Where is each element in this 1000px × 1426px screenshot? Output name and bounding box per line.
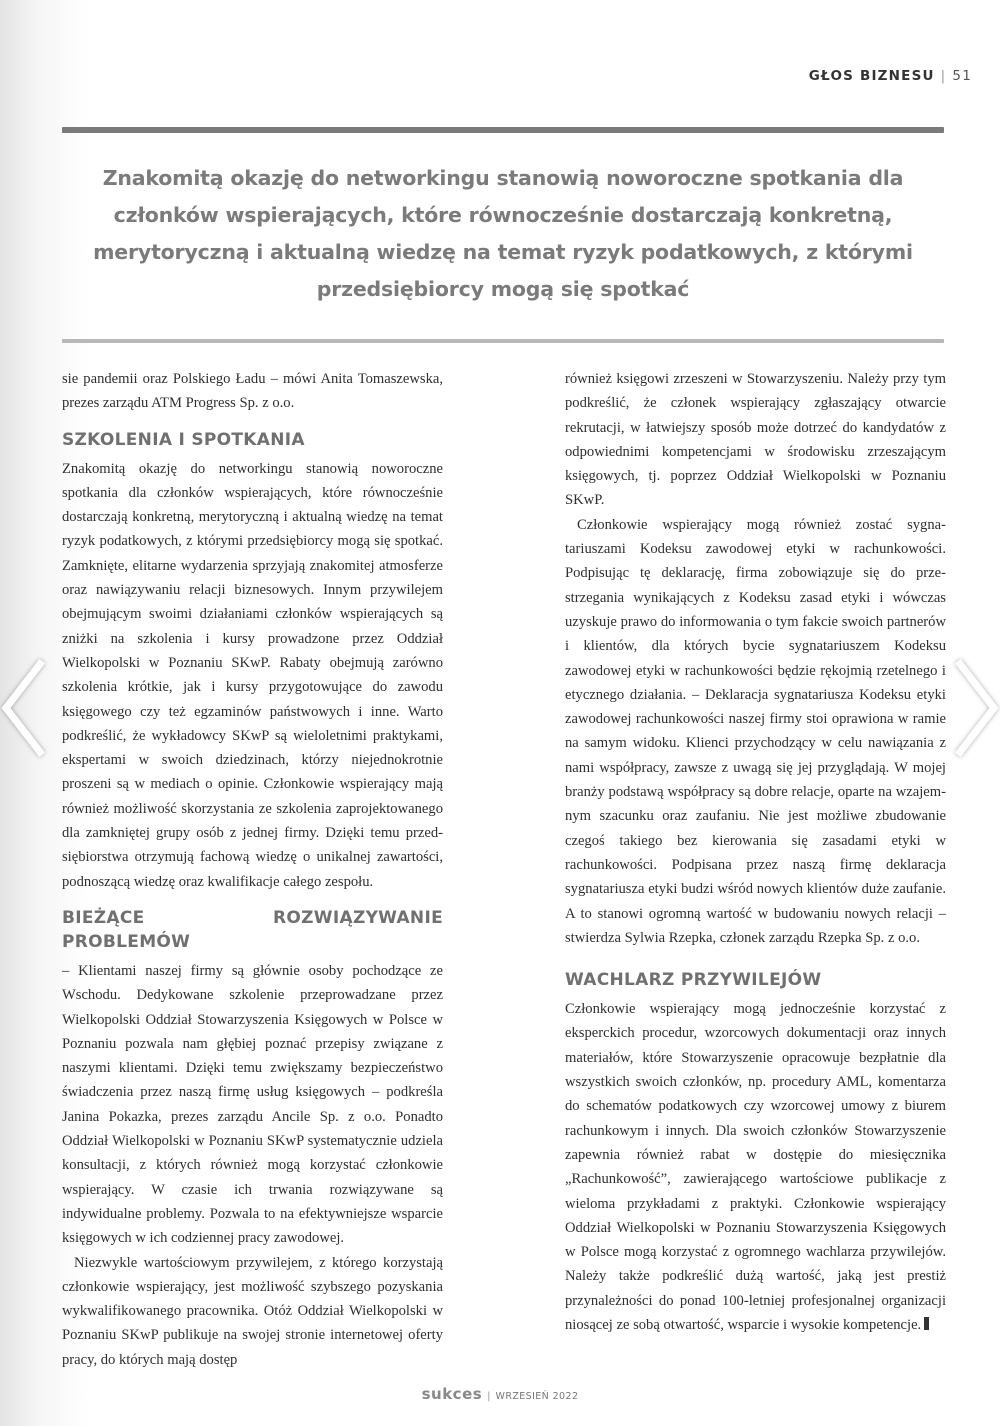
right-column — [565, 367, 946, 1337]
footer-separator: | — [487, 1391, 491, 1402]
left-column — [62, 367, 443, 1372]
section-title: GŁOS BIZNESU — [808, 68, 935, 84]
body-paragraph: również księgowi zrzeszeni w Stowarzyszeniu. Należy przy tym podkreślić, że członek wspierający zgłaszający otwarcie rekrutacji, w łatwiejszy sposób może dotrzeć do kandydatów z odpowiednimi kompetencjami w środowisku zrzeszającym księgowych, tj. poprzez Oddział Wielkopolski w Poznaniu SKwP. — [565, 371, 946, 509]
body-paragraph: Znakomitą okazję do networkingu stanowią noworoczne spotkania dla członków wspierających, które równocześnie dostarczają konkretną, merytoryczną i aktualną wiedzę na temat ryzyk podatkowych, z którymi przedsiębiorcy mogą się spotkać. Zamknięte, elitarne wydarzenia sprzyjają znakomitej atmosferze oraz nawiązywaniu relacji biznesowych. Innym przywilejem obejmującym swoimi działaniami członków wspierających są zniżki na szkolenia i kursy prowadzone przez Oddział Wielkopolski w Poznaniu SKwP. Rabaty obejmują zarówno szkolenia krótkie, jak i kursy przygotowujące do zawodu księgowego czy też egzaminów państwowych i inne. Warto podkreślić, że wykładowcy SKwP są wieloletnimi praktykami, ekspertami w swoich dziedzinach, którzy niejednokrotnie proszeni są w mediach o opinie. Członkowie wspierający mają również możliwość skorzystania ze szkolenia zaprojektowanego dla zamkniętej grupy osób z jednej firmy. Dzięki temu przedsiębiorstwa otrzymują fachową wiedzę o unikalnej zawartości, podnoszącą wiedzę oraz kwalifikacje całego zespołu. — [62, 460, 443, 890]
previous-page-button[interactable] — [0, 658, 48, 758]
chevron-right-icon — [952, 658, 1000, 758]
body-paragraph: Niezwykle wartościowym przywilejem, z którego korzystają członkowie wspierający, jest możliwość szybszego pozyskania wykwalifikowanego pracownika. Otóż Oddział Wielkopolski w Poznaniu SKwP publikuje na swojej stronie internetowej oferty pracy, do których mają dostęp — [62, 1254, 443, 1368]
page-number: 51 — [952, 68, 972, 84]
intro-paragraph: sie pandemii oraz Polskiego Ładu – mówi Anita Tomaszewska, prezes zarządu ATM Progress Sp. z o.o. — [62, 371, 443, 412]
body-paragraph: Członkowie wspierający mogą również zostać sygnatariuszami Kodeksu zawodowej etyki w rachunkowości. Podpisując tę deklarację, firma zobowiązuje się do przestrzegania wynikających z Kodeksu zasad etyki i wówczas uzyskuje prawo do informowania o tym fakcie swoich partnerów i klientów, dla których bycie sygnatariuszem Kodeksu zawodowej etyki w rachunkowości będzie rękojmią rzetelnego i etycznego działania. – Deklaracja sygnatariusza Kodeksu etyki zawodowej rachunkowości naszej firmy stoi oprawiona w ramie na samym widoku. Klienci przychodzący w celu nawiązania z nami współpracy, zawsze z uwagą się jej przyglądają. W mojej branży podstawą współpracy są dobre relacje, oparte na wzajemnym szacunku oraz zaufaniu. Nie jest możliwe zbudowanie czegoś takiego bez kierowania się zasadami etyki w rachunkowości. Podpisana przez naszą firmę deklaracja sygnatariusza etyki budzi wśród nowych klientów duże zaufanie. A to stanowi ogromną wartość w budowaniu nowych relacji – stwierdza Sylwia Rzepka, członek zarządu Rzepka Sp. z o.o. — [565, 516, 946, 946]
body-paragraph-final — [565, 997, 946, 1337]
pull-quote: Znakomitą okazję do networkingu stanowią noworoczne spotkania dla członków wspierających, które równocześnie dostarczają konkretną, merytoryczną i aktualną wiedzę na temat ryzyk podatkowych, z którymi przedsiębiorcy mogą się spotkać — [93, 166, 913, 301]
bottom-rule-divider — [62, 339, 944, 343]
section-heading-wachlarz: WACHLARZ PRZYWILEJÓW — [565, 970, 822, 991]
issue-date: WRZESIEŃ 2022 — [495, 1391, 579, 1402]
section-heading-szkolenia: SZKOLENIA I SPOTKANIA — [62, 429, 305, 450]
running-header — [809, 68, 972, 84]
top-rule-divider — [62, 127, 944, 133]
final-paragraph-text: Członkowie wspierający mogą jednocześnie korzystać z eksperckich procedur, wzorcowych dokumentacji oraz innych materiałów, które Stowarzyszenie opracowuje bezpłatnie dla wszystkich swoich członków, np. procedury AML, komentarza do schematów podatkowych czy wzorcowej umowy z biurem rachunkowym i innych. Dla swoich członków Stowarzyszenie zapewnia również rabat w dostępie do miesięcznika „Rachunkowość”, zawierającego wartościowe publikacje z wieloma przykładami z praktyki. Członkowie wspierający Oddział Wielkopolski w Poznaniu Stowarzyszenia Księgowych w Polsce mogą korzystać z ogromnego wachlarza przywilejów. Należy także podkreślić dużą wartość, jaką jest prestiż przynależności do ponad 100-letniej profesjonalnej organizacji niosącej ze sobą otwartość, wsparcie i wysokie kompetencje. — [565, 1001, 946, 1333]
page-footer — [0, 1384, 1000, 1403]
section-heading-problemy: BIEŻĄCE ROZWIĄZYWANIE PROBLEMÓW — [62, 907, 443, 952]
body-paragraph: – Klientami naszej firmy są głównie osoby pochodzące ze Wschodu. Dedykowane szkolenie przeprowadzane przez Wielkopolski Oddział Stowarzyszenia Księgowych w Polsce w Poznaniu pozwala nam głębiej poznać przepisy związane z naszymi klientami. Dzięki temu zwiększamy bezpieczeństwo świadczenia przez naszą firmę usług księgowych – podkreśla Janina Pokazka, prezes zarządu Ancile Sp. z o.o. Ponadto Oddział Wielkopolski w Poznaniu SKwP systematycznie udziela konsultacji, z których również mogą korzystać członkowie wspierający. W czasie ich trwania rozwiązywane są indywidualne problemy. Pozwala to na efektywniejsze wsparcie księgowych w ich codziennej pracy zawodowej. — [62, 962, 443, 1247]
header-separator: | — [940, 68, 947, 84]
magazine-logo: sukces — [421, 1385, 483, 1403]
next-page-button[interactable] — [952, 658, 1000, 758]
end-of-article-mark — [924, 1317, 929, 1330]
chevron-left-icon — [0, 658, 48, 758]
